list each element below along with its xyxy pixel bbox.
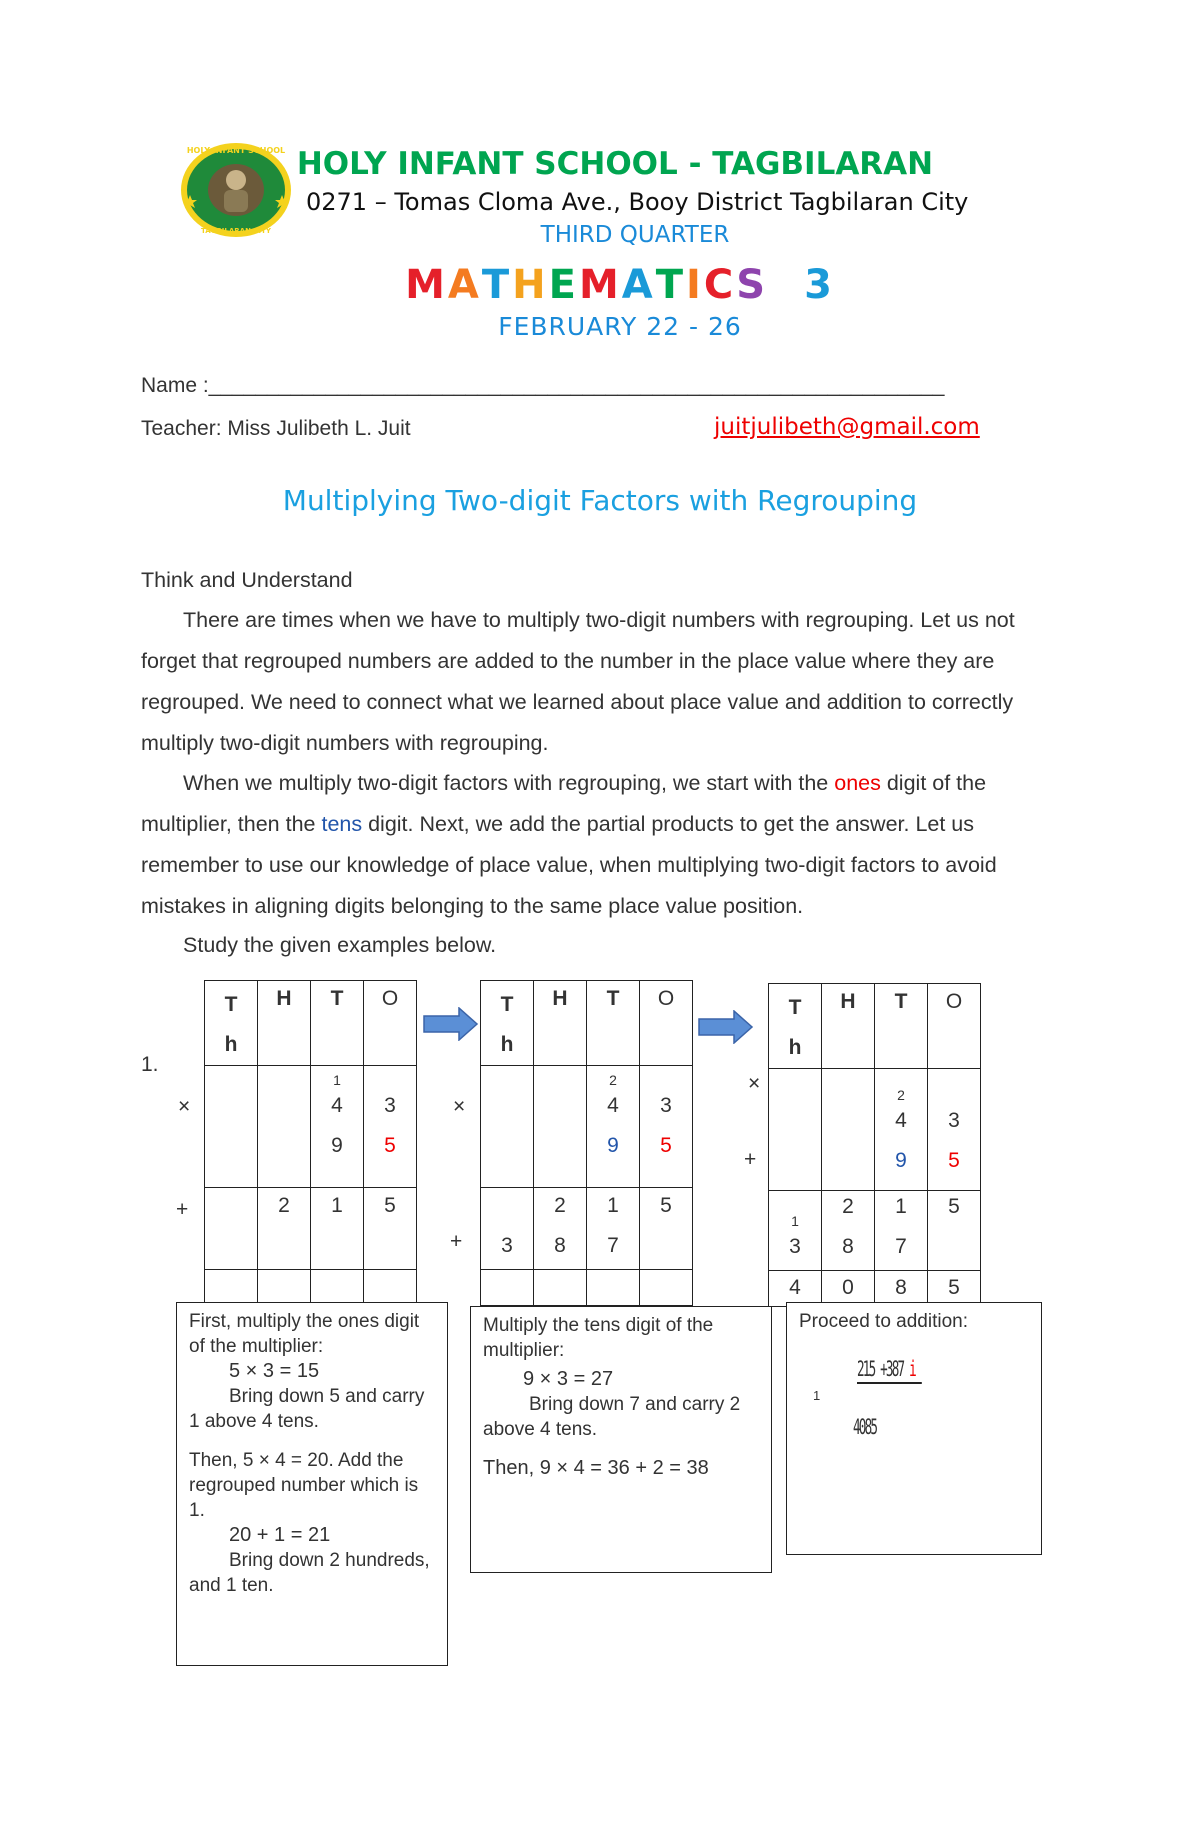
teacher-email-link[interactable]: juitjulibeth@gmail.com <box>714 414 980 440</box>
header-hundreds: H <box>258 981 311 1066</box>
carry-digit: 2 <box>609 1072 617 1088</box>
explanation-box-3 <box>786 1302 1042 1555</box>
box2-line: Bring down 7 and carry 2 above 4 tens. <box>483 1394 746 1440</box>
header-tens: T <box>311 981 364 1066</box>
subject-letter: H <box>512 262 549 308</box>
school-address: 0271 – Tomas Cloma Ave., Booy District Tagbilaran City <box>306 188 969 216</box>
box2-line <box>483 1442 759 1456</box>
partial-digit: 2 <box>278 1194 290 1217</box>
subject-letter: E <box>548 262 579 308</box>
box3-sum-line <box>857 1357 922 1384</box>
times-sign: × <box>178 1095 191 1118</box>
box1-line: 5 × 3 = 15 <box>229 1360 320 1382</box>
quarter-label: THIRD QUARTER <box>540 222 730 248</box>
multiplier-digit: 9 <box>331 1134 343 1157</box>
partial-digit: 8 <box>842 1235 854 1258</box>
box3-carry: 1 <box>813 1388 821 1403</box>
subject-letters <box>405 262 768 308</box>
partial-digit: 5 <box>660 1194 672 1217</box>
box2-line: Then, 9 × 4 = 36 + 2 = 38 <box>483 1457 709 1479</box>
explanation-box-2 <box>470 1306 772 1573</box>
p2-text-b: digit of the multiplier, then the <box>141 771 987 836</box>
svg-text:TAGBILARAN CITY: TAGBILARAN CITY <box>201 227 271 235</box>
answer-digit: 8 <box>895 1276 907 1299</box>
carry-digit: 1 <box>791 1213 799 1229</box>
answer-digit: 0 <box>842 1276 854 1299</box>
times-sign: × <box>748 1072 761 1095</box>
header-ones: O <box>640 981 693 1066</box>
header-hundreds: H <box>822 984 875 1069</box>
p2-text-c: digit. Next, we add the partial products to get the answer. Let us remember to use our knowledge of place value, when multiplying two-digit factors to avoid mistakes in aligning digits belonging to the same place value position. <box>141 812 997 918</box>
factor-digit: 3 <box>660 1094 672 1117</box>
date-range: FEBRUARY 22 - 26 <box>498 312 742 341</box>
place-value-table-1 <box>204 980 417 1306</box>
partial-digit: 1 <box>331 1194 343 1217</box>
subject-letter: M <box>405 262 448 308</box>
subject-letter: I <box>686 262 704 308</box>
place-value-table-3 <box>768 983 981 1307</box>
partial-digit: 2 <box>842 1195 854 1218</box>
factor-digit: 3 <box>948 1109 960 1132</box>
box3-sum-text: 215 +387 <box>857 1357 904 1381</box>
header-tens: T <box>587 981 640 1066</box>
answer-digit: 5 <box>948 1276 960 1299</box>
box2-line: Multiply the tens digit of the multiplier: <box>483 1315 719 1361</box>
answer-digit: 4 <box>789 1276 801 1299</box>
arrow-right-icon <box>423 1007 479 1046</box>
paragraph-steps <box>141 763 1061 927</box>
partial-digit: 1 <box>607 1194 619 1217</box>
carry-digit: 2 <box>897 1087 905 1103</box>
header-thousands: T h <box>769 984 822 1069</box>
factor-digit: 3 <box>384 1094 396 1117</box>
p2-text-a: When we multiply two-digit factors with regrouping, we start with the <box>183 771 835 795</box>
header-thousands: T h <box>481 981 534 1066</box>
box1-line: First, multiply the ones digit of the multiplier: <box>189 1311 425 1357</box>
grade-label: 3 <box>804 262 835 308</box>
school-name: HOLY INFANT SCHOOL - TAGBILARAN <box>296 146 934 182</box>
name-field[interactable]: Name :_______________________________________________________________ <box>141 374 945 397</box>
plus-sign: + <box>176 1198 189 1221</box>
partial-digit: 2 <box>554 1194 566 1217</box>
factor-digit: 4 <box>331 1094 343 1117</box>
partial-digit: 3 <box>789 1235 801 1258</box>
multiplier-digit: 9 <box>895 1149 907 1172</box>
partial-digit: 7 <box>607 1234 619 1257</box>
box3-red-mark: i <box>909 1357 915 1381</box>
header-tens: T <box>875 984 928 1069</box>
factor-digit: 4 <box>607 1094 619 1117</box>
box1-line: Bring down 2 hundreds, and 1 ten. <box>189 1550 435 1596</box>
partial-digit: 8 <box>554 1234 566 1257</box>
subject-title <box>0 262 1200 308</box>
partial-digit: 5 <box>384 1194 396 1217</box>
box3-result: 4085 <box>853 1415 877 1439</box>
header-ones: O <box>928 984 981 1069</box>
header-hundreds: H <box>534 981 587 1066</box>
header-thousands: T h <box>205 981 258 1066</box>
box2-line: 9 × 3 = 27 <box>523 1368 614 1390</box>
times-sign: × <box>453 1095 466 1118</box>
subject-letter: C <box>703 262 737 308</box>
partial-digit: 7 <box>895 1235 907 1258</box>
partial-digit: 5 <box>948 1195 960 1218</box>
subject-letter: A <box>447 262 482 308</box>
box1-line: Then, 5 × 4 = 20. Add the regrouped number which is 1. <box>189 1450 424 1521</box>
header-ones: O <box>364 981 417 1066</box>
arrow-right-icon <box>698 1010 754 1049</box>
box3-label: Proceed to addition: <box>799 1311 969 1332</box>
paragraph-intro: There are times when we have to multiply two-digit numbers with regrouping. Let us not forget that regrouped numbers are added to the number in the place value where they are regrouped. We need to connect what we learned about place value and addition to correctly multiply two-digit numbers with regrouping. <box>141 608 1015 755</box>
place-value-table-2 <box>480 980 693 1306</box>
partial-digit: 1 <box>895 1195 907 1218</box>
box1-line <box>189 1434 435 1448</box>
section-heading: Think and Understand <box>141 568 353 592</box>
subject-letter: A <box>621 262 656 308</box>
subject-letter: T <box>655 262 687 308</box>
subject-letter: S <box>736 262 769 308</box>
box1-line: Bring down 5 and carry 1 above 4 tens. <box>189 1386 430 1432</box>
ones-highlight: ones <box>834 771 881 795</box>
multiplier-digit: 9 <box>607 1134 619 1157</box>
teacher-label: Teacher: Miss Julibeth L. Juit <box>141 417 411 440</box>
tens-highlight: tens <box>321 812 363 836</box>
study-prompt: Study the given examples below. <box>183 933 497 957</box>
carry-digit: 1 <box>333 1072 341 1088</box>
partial-digit: 3 <box>501 1234 513 1257</box>
multiplier-digit: 5 <box>660 1134 672 1157</box>
plus-sign: + <box>744 1148 757 1171</box>
factor-digit: 4 <box>895 1109 907 1132</box>
multiplier-digit: 5 <box>384 1134 396 1157</box>
subject-letter: M <box>578 262 622 308</box>
explanation-box-1 <box>176 1302 448 1666</box>
box1-line: 20 + 1 = 21 <box>229 1524 331 1546</box>
subject-letter: T <box>481 262 513 308</box>
multiplier-digit: 5 <box>948 1149 960 1172</box>
plus-sign: + <box>450 1230 463 1253</box>
svg-text:HOLY INFANT SCHOOL: HOLY INFANT SCHOOL <box>186 146 286 155</box>
example-number: 1. <box>141 1053 159 1076</box>
lesson-title: Multiplying Two-digit Factors with Regrouping <box>282 484 918 517</box>
